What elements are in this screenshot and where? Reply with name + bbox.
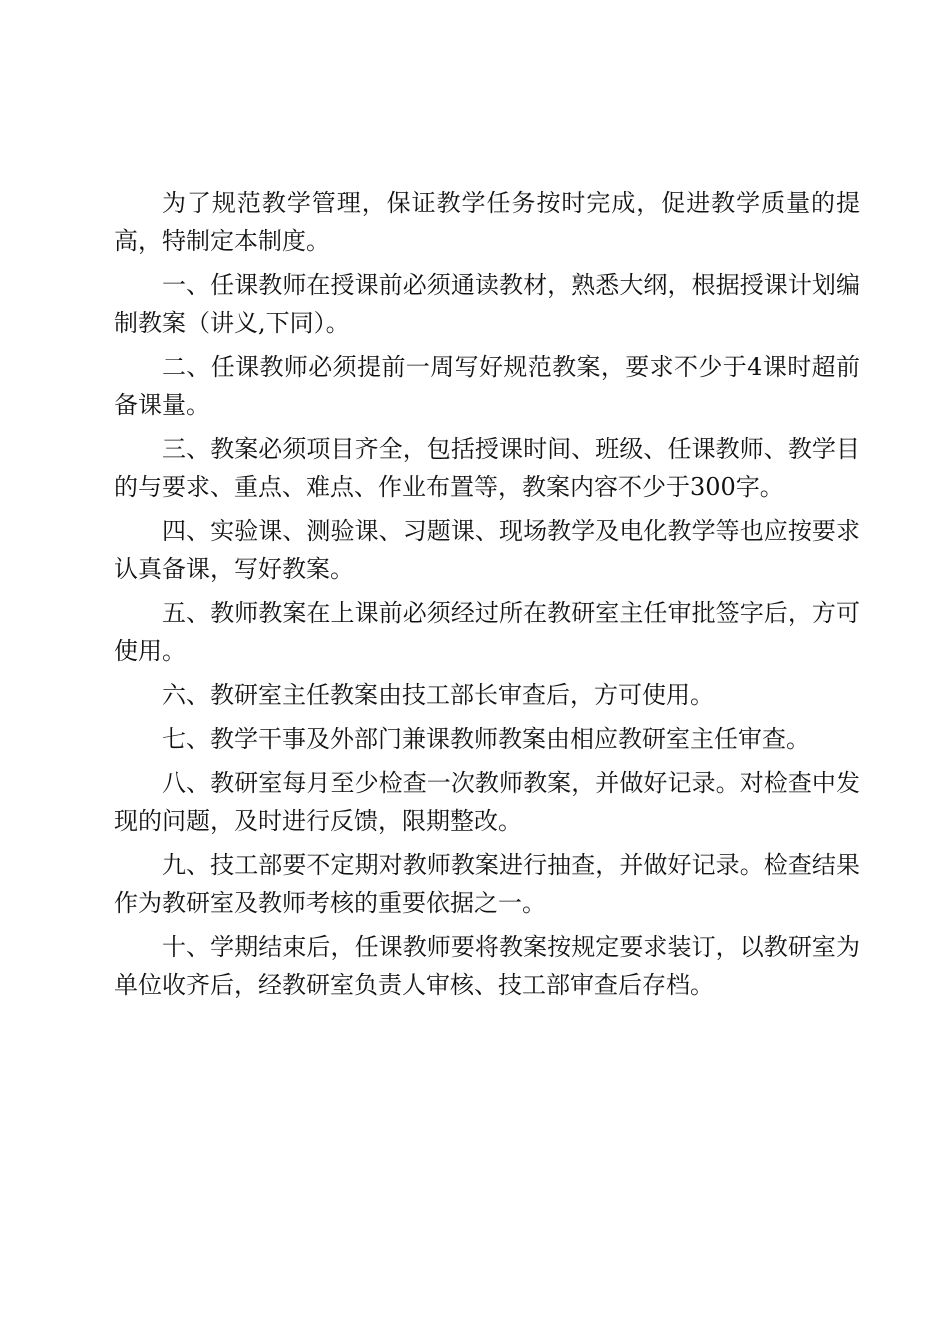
clause-9: 九、技工部要不定期对教师教案进行抽查，并做好记录。检查结果作为教研室及教师考核的重要依据之一。 — [114, 851, 860, 917]
intro-paragraph: 为了规范教学管理，保证教学任务按时完成，促进教学质量的提高，特制定本制度。 — [114, 189, 860, 255]
clause-5: 五、教师教案在上课前必须经过所在教研室主任审批签字后，方可使用。 — [114, 599, 860, 665]
clause-3: 三、教案必须项目齐全，包括授课时间、班级、任课教师、教学目的与要求、重点、难点、作业布置等，教案内容不少于300字。 — [114, 435, 860, 501]
document-body — [114, 184, 860, 1010]
clause-1: 一、任课教师在授课前必须通读教材，熟悉大纲，根据授课计划编制教案（讲义,下同）。 — [114, 271, 860, 337]
clause-7: 七、教学干事及外部门兼课教师教案由相应教研室主任审查。 — [162, 725, 810, 753]
clause-4: 四、实验课、测验课、习题课、现场教学及电化教学等也应按要求认真备课，写好教案。 — [114, 517, 860, 583]
clause-10: 十、学期结束后，任课教师要将教案按规定要求装订，以教研室为单位收齐后，经教研室负责人审核、技工部审查后存档。 — [114, 933, 860, 999]
clause-8: 八、教研室每月至少检查一次教师教案，并做好记录。对检查中发现的问题，及时进行反馈，限期整改。 — [114, 769, 860, 835]
clause-2: 二、任课教师必须提前一周写好规范教案，要求不少于4课时超前备课量。 — [114, 353, 860, 419]
clause-6: 六、教研室主任教案由技工部长审查后，方可使用。 — [162, 681, 714, 709]
